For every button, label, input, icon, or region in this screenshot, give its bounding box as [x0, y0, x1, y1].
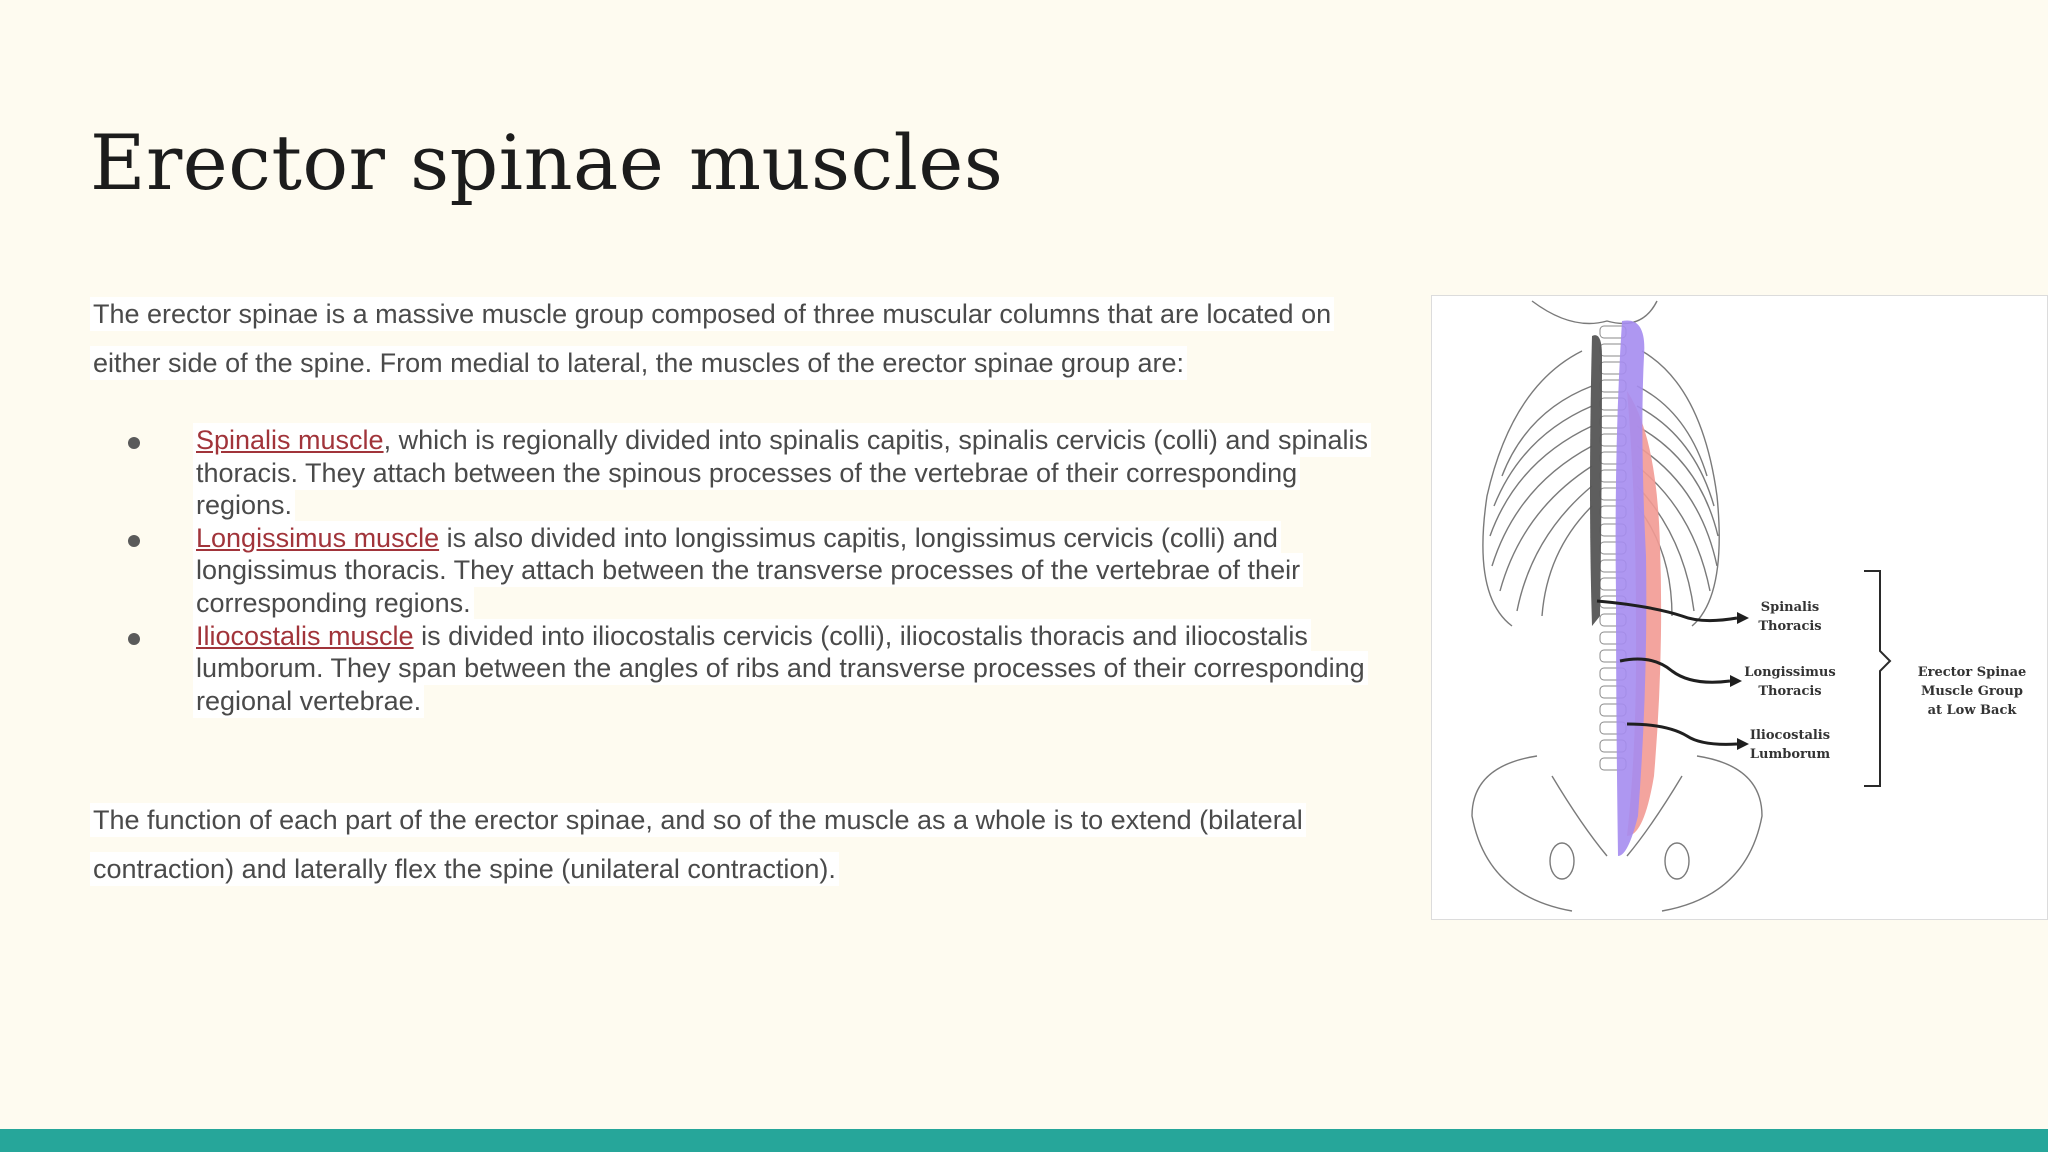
list-item	[90, 620, 1400, 718]
muscle-list	[90, 424, 1400, 717]
iliocostalis-label-line2: Lumborum	[1749, 747, 1831, 762]
list-item-description: is divided into iliocostalis cervicis (colli), iliocostalis thoracis and iliocostalis lumborum. They span between the angles of ribs and transverse processes of their corresponding regional vertebrae.	[196, 620, 1365, 716]
group-label-line3: at Low Back	[1927, 703, 2017, 718]
list-item-text	[193, 619, 1368, 718]
slide-title: Erector spinae muscles	[90, 118, 1004, 207]
spinalis-label-line2: Thoracis	[1758, 619, 1822, 634]
longissimus-label-line2: Thoracis	[1758, 684, 1822, 699]
list-item-description: is also divided into longissimus capitis, longissimus cervicis (colli) and longissimus thoracis. They attach between the transverse processes of the vertebrae of their corresponding regions.	[196, 522, 1301, 618]
function-text: The function of each part of the erector spinae, and so of the muscle as a whole is to extend (bilateral contraction) and laterally flex the spine (unilateral contraction).	[90, 803, 1306, 886]
intro-paragraph	[90, 290, 1400, 388]
function-paragraph	[90, 796, 1400, 894]
list-item-description: , which is regionally divided into spinalis capitis, spinalis cervicis (colli) and spinalis thoracis. They attach between the spinous processes of the vertebrae of their corresponding regions.	[196, 425, 1368, 521]
spinalis-muscle-shape	[1590, 335, 1602, 626]
longissimus-muscle-link[interactable]: Longissimus muscle	[196, 522, 440, 553]
iliocostalis-label-line1: Iliocostalis	[1749, 728, 1831, 743]
intro-text: The erector spinae is a massive muscle group composed of three muscular columns that are located on either side of the spine. From medial to lateral, the muscles of the erector spinae group are:	[90, 297, 1334, 380]
list-item-text	[193, 521, 1303, 620]
spinalis-label-line1: Spinalis	[1760, 600, 1820, 615]
group-bracket	[1864, 571, 1890, 786]
footer-accent-bar	[0, 1129, 2048, 1152]
group-label-line2: Muscle Group	[1921, 684, 2023, 699]
bullet-icon	[128, 633, 140, 645]
anatomy-illustration	[1432, 296, 2048, 920]
slide-body	[90, 290, 1400, 894]
erector-spinae-diagram	[1431, 295, 2048, 920]
group-label-line1: Erector Spinae	[1917, 665, 2027, 680]
bullet-icon	[128, 535, 140, 547]
list-item	[90, 424, 1400, 522]
spinalis-muscle-link[interactable]: Spinalis muscle	[196, 425, 384, 455]
arrowheads	[1730, 612, 1749, 750]
longissimus-label-line1: Longissimus	[1744, 665, 1836, 680]
list-item-text	[193, 423, 1371, 522]
bullet-icon	[128, 437, 140, 449]
list-item	[90, 522, 1400, 620]
iliocostalis-muscle-link[interactable]: Iliocostalis muscle	[196, 620, 414, 651]
